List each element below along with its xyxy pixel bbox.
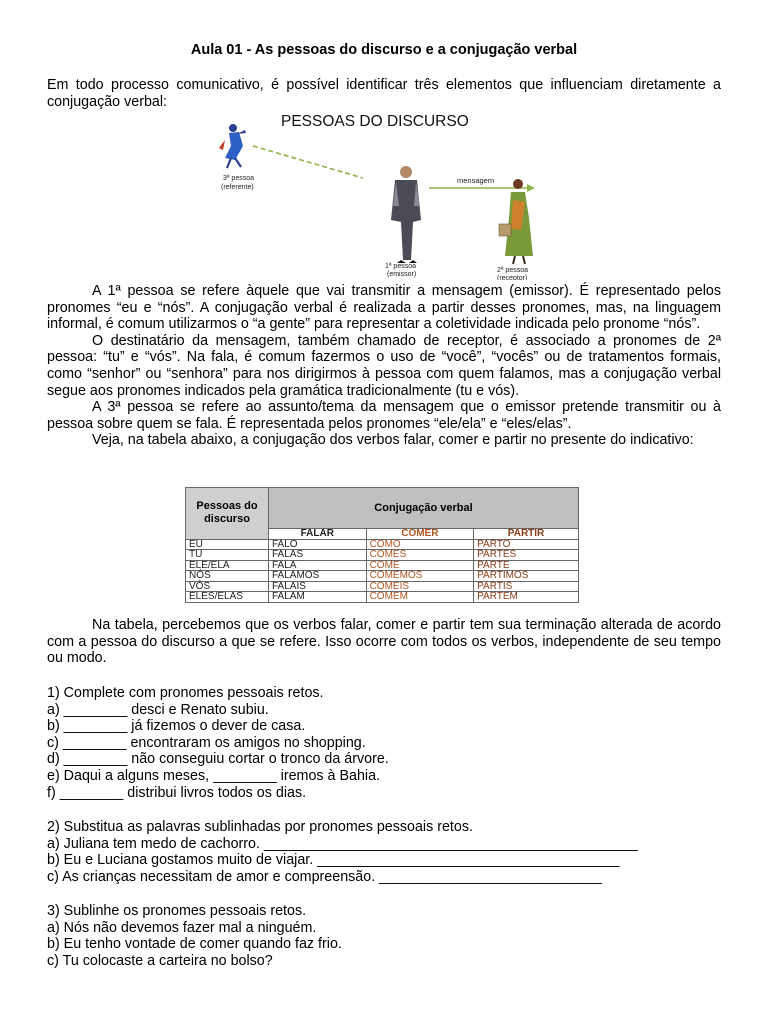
exercise-2 [47, 819, 721, 885]
message-arrowhead [527, 184, 535, 192]
comer-cell: COMEMOS [366, 571, 474, 582]
exercise-item: c) ________ encontraram os amigos no shopping. [47, 734, 366, 751]
paragraph-table-intro: Veja, na tabela abaixo, a conjugação dos verbos falar, comer e partir no presente do indicativo: [92, 432, 694, 449]
conjugation-table-wrapper [185, 487, 579, 616]
person-cell: ELE/ELA [186, 560, 269, 571]
second-person-figure [499, 179, 533, 264]
exercise-3 [47, 903, 721, 969]
partir-cell: PARTO [474, 539, 579, 550]
second-person-label: 2ª pessoa [497, 267, 529, 274]
person-cell: VÓS [186, 581, 269, 592]
comer-cell: COMEIS [366, 581, 474, 592]
table-group-header: Conjugação verbal [269, 488, 579, 529]
partir-cell: PARTE [474, 560, 579, 571]
falar-cell: FALAIS [269, 581, 367, 592]
column-header-comer: COMER [366, 529, 474, 540]
exercise-item: d) ________ não conseguiu cortar o tronco da árvore. [47, 751, 389, 768]
falar-cell: FALO [269, 539, 367, 550]
exercise-item: a) Nós não devemos fazer mal a ninguém. [47, 919, 317, 936]
partir-cell: PARTES [474, 550, 579, 561]
paragraph-first-person: A 1ª pessoa se refere àquele que vai transmitir a mensagem (emissor). É representado pelos pronomes “eu e “nós”. A conjugação verbal é realizada a partir desses pronomes, mas, na linguagem informal, é comum utilizarmos o “a gente” para representar a coletividade indicada pelo pronome “nós”. [47, 283, 721, 333]
page-title: Aula 01 - As pessoas do discurso e a conjugação verbal [190, 42, 578, 58]
discourse-figure [215, 110, 549, 280]
falar-cell: FALAS [269, 550, 367, 561]
explanation-section [47, 283, 721, 449]
column-header-falar: FALAR [269, 529, 367, 540]
person-cell: TU [186, 550, 269, 561]
reference-line [253, 146, 363, 178]
table-corner-header: Pessoas do discurso [186, 488, 269, 540]
person-cell: ELES/ELAS [186, 592, 269, 603]
discourse-illustration [215, 110, 549, 280]
falar-cell: FALAMOS [269, 571, 367, 582]
comer-cell: COMES [366, 550, 474, 561]
column-header-partir: PARTIR [474, 529, 579, 540]
first-person-label: 1ª pessoa [385, 263, 417, 270]
table-row [186, 550, 579, 561]
exercise-item: b) Eu tenho vontade de comer quando faz frio. [47, 936, 342, 953]
table-row [186, 571, 579, 582]
partir-cell: PARTIS [474, 581, 579, 592]
partir-cell: PARTEM [474, 592, 579, 603]
person-cell: NÓS [186, 571, 269, 582]
intro-paragraph: Em todo processo comunicativo, é possível identificar três elementos que influenciam diretamente a conjugação verbal: [47, 77, 721, 110]
exercise-item: a) ________ desci e Renato subiu. [47, 701, 269, 718]
after-table-paragraph: Na tabela, percebemos que os verbos falar, comer e partir tem sua terminação alterada de acordo com a pessoa do discurso a que se refere. Isso ocorre com todos os verbos, independente de seu tempo ou modo. [47, 617, 721, 667]
comer-cell: COMO [366, 539, 474, 550]
second-person-role: (receptor) [497, 275, 528, 280]
exercise-item: b) ________ já fizemos o dever de casa. [47, 718, 306, 735]
table-row [186, 560, 579, 571]
exercise-item: e) Daqui a alguns meses, ________ iremos à Bahia. [47, 767, 381, 784]
third-person-figure [219, 124, 246, 168]
exercise-prompt: 2) Substitua as palavras sublinhadas por pronomes pessoais retos. [47, 819, 473, 835]
falar-cell: FALAM [269, 592, 367, 603]
exercise-item: f) ________ distribui livros todos os dias. [47, 784, 307, 801]
exercise-item: a) Juliana tem medo de cachorro. _______________________________________________ [47, 835, 638, 852]
first-person-figure [391, 166, 421, 263]
figure-heading: PESSOAS DO DISCURSO [281, 113, 469, 130]
comer-cell: COME [366, 560, 474, 571]
table-row [186, 581, 579, 592]
exercise-prompt: 3) Sublinhe os pronomes pessoais retos. [47, 903, 307, 919]
paragraph-third-person: A 3ª pessoa se refere ao assunto/tema da mensagem que o emissor pretende transmitir ou à pessoa sobre quem se fala. É representada pelos pronomes “ele/ela” e “eles/elas”. [47, 399, 721, 432]
exercise-1 [47, 685, 721, 801]
first-person-role: (emissor) [387, 271, 417, 278]
table-row [186, 592, 579, 603]
message-label: mensagem [457, 176, 495, 185]
third-person-label: 3ª pessoa [223, 175, 255, 182]
falar-cell: FALA [269, 560, 367, 571]
exercise-item: c) Tu colocaste a carteira no bolso? [47, 952, 273, 969]
comer-cell: COMEM [366, 592, 474, 603]
exercise-item: b) Eu e Luciana gostamos muito de viajar. ______________________________________ [47, 852, 620, 869]
exercise-item: c) As crianças necessitam de amor e compreensão. ____________________________ [47, 868, 602, 885]
conjugation-table [185, 487, 579, 603]
third-person-role: (referente) [221, 184, 254, 191]
exercise-prompt: 1) Complete com pronomes pessoais retos. [47, 685, 324, 701]
table-row [186, 539, 579, 550]
person-cell: EU [186, 539, 269, 550]
partir-cell: PARTIMOS [474, 571, 579, 582]
paragraph-second-person: O destinatário da mensagem, também chamado de receptor, é associado a pronomes de 2ª pessoa: “tu” e “vós”. Na fala, é comum fazermos o uso de “você”, “vocês” ou de tratamentos formais, como “senhor” ou “senhora” para nos dirigirmos à pessoa com quem falamos, mas a conjugação verbal segue aos pronomes indicados pela gramática tradicionalmente (tu e vós). [47, 332, 721, 399]
